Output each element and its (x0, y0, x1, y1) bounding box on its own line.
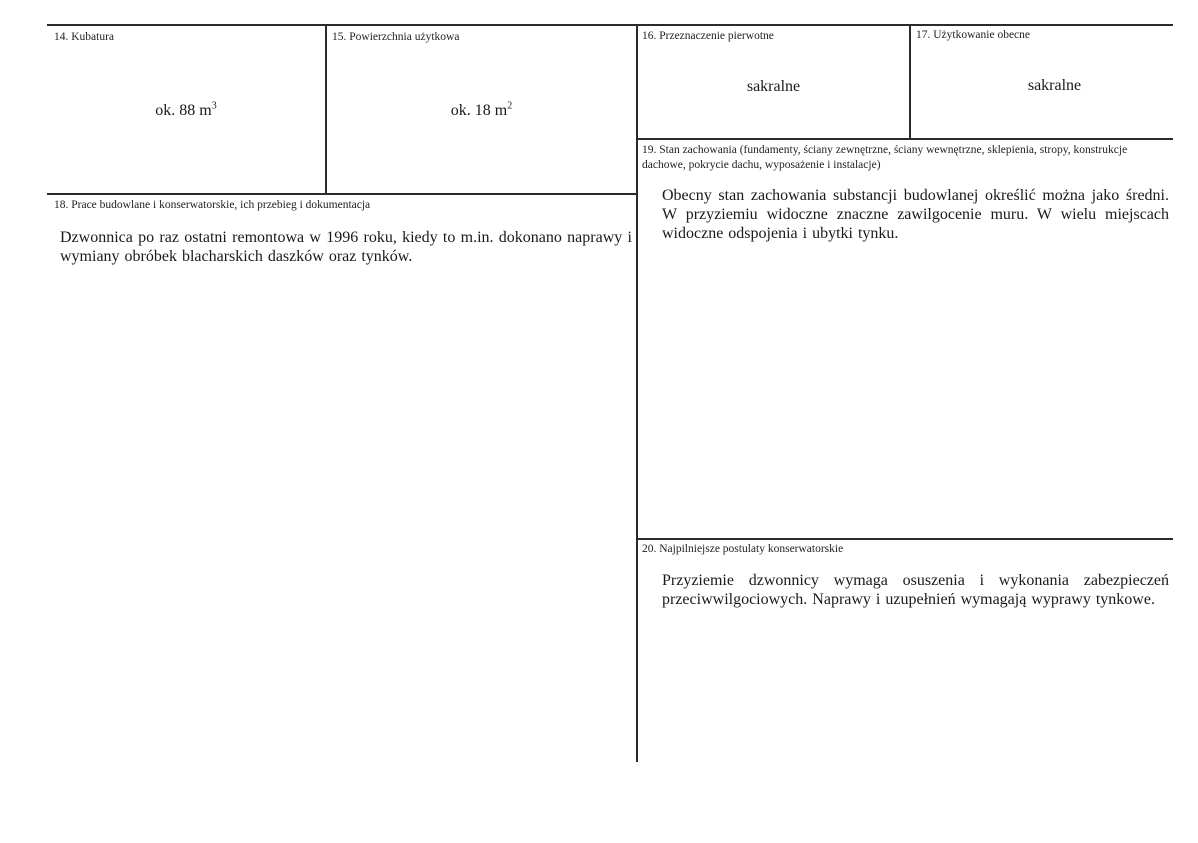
field-20-label: 20. Najpilniejsze postulaty konserwatorskie (642, 543, 844, 555)
field-15-value (327, 102, 636, 120)
field-19-text: Obecny stan zachowania substancji budowlanej określić można jako średni. W przyziemiu widoczne znaczne zawilgocenie muru. W wielu miejscach widoczne odspojenia i ubytki tynku. (662, 187, 1169, 242)
field-14-value (47, 102, 325, 120)
field-14-label: 14. Kubatura (54, 31, 115, 43)
field-20-text: Przyziemie dzwonnicy wymaga osuszenia i wykonania zabezpieczeń przeciwwilgociowych. Naprawy i uzupełnień wymagają wyprawy tynkowe. (662, 572, 1169, 608)
field-19-label: 19. Stan zachowania (fundamenty, ściany zewnętrzne, ściany wewnętrzne, sklepienia, stropy, konstrukcje dachowe, pokrycie dachu, wyposażenie i instalacje) (642, 144, 1128, 171)
field-14-unit-superscript: 3 (211, 100, 217, 112)
field-15-value-text: ok. 18 m (450, 102, 508, 119)
field-17-value: sakralne (1027, 77, 1082, 94)
field-18-label: 18. Prace budowlane i konserwatorskie, ich przebieg i dokumentacja (54, 199, 371, 211)
top-border-line (47, 24, 1173, 26)
section-19-top-line (637, 138, 1173, 140)
field-14-value-text: ok. 88 m (155, 102, 212, 119)
center-vertical-divider (636, 25, 638, 762)
field-16-value: sakralne (746, 78, 801, 95)
section-20-top-line (637, 538, 1173, 540)
field-18-text: Dzwonnica po raz ostatni remontowa w 1996 roku, kiedy to m.in. dokonano naprawy i wymiany obróbek blacharskich daszków oraz tynków. (60, 229, 632, 265)
field-15-unit-superscript: 2 (507, 100, 513, 112)
field-17-label: 17. Użytkowanie obecne (916, 29, 1031, 41)
field-15-label: 15. Powierzchnia użytkowa (332, 31, 460, 43)
field-16-label: 16. Przeznaczenie pierwotne (642, 30, 774, 42)
section-18-top-line (47, 193, 637, 195)
